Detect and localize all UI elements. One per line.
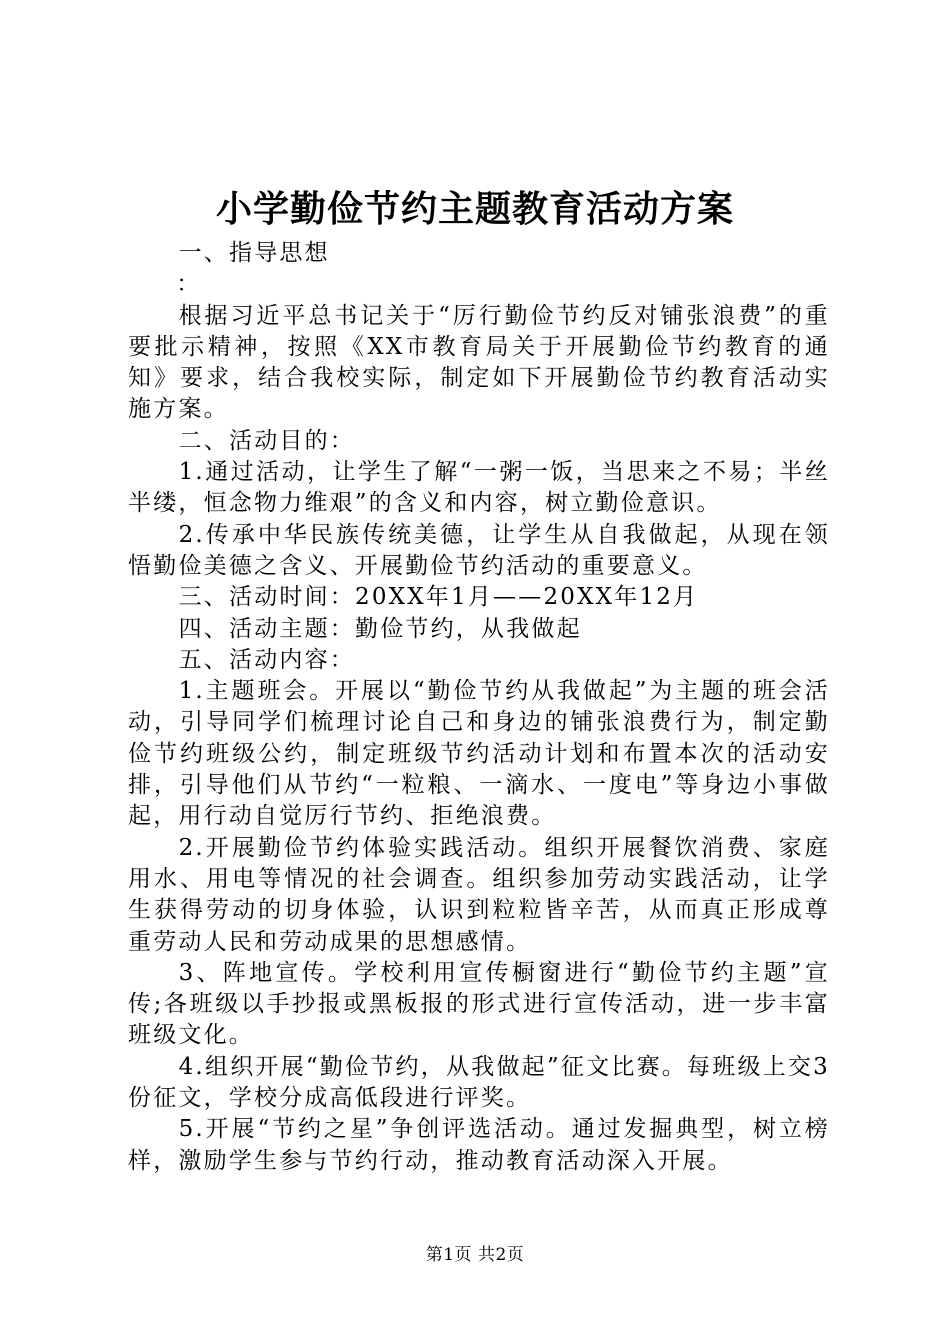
section-heading-theme: 四、活动主题：勤俭节约，从我做起	[178, 615, 582, 642]
content-item-1: 1.主题班会。开展以“勤俭节约从我做起”为主题的班会活动，引导同学们梳理讨论自己和身边的铺张浪费行为，制定勤俭节约班级公约，制定班级节约活动计划和布置本次的活动安排，引导他们从节约“一粒粮、一滴水、一度电”等身边小事做起，用行动自觉厉行节约、拒绝浪费。	[128, 678, 830, 830]
section-heading-goals: 二、活动目的：	[178, 427, 355, 454]
content-item-5: 5.开展“节约之星”争创评选活动。通过发掘典型，树立榜样，激励学生参与节约行动，推动教育活动深入开展。	[128, 1116, 830, 1174]
goal-item-2: 2.传承中华民族传统美德，让学生从自我做起，从现在领悟勤俭美德之含义、开展勤俭节约活动的重要意义。	[128, 521, 830, 579]
section-heading-content: 五、活动内容：	[178, 646, 355, 673]
section-heading-guiding-ideology: 一、指导思想	[178, 240, 330, 266]
page-footer: 第1页 共2页	[425, 1245, 525, 1265]
goal-item-1: 1.通过活动，让学生了解“一粥一饭，当思来之不易；半丝半缕，恒念物力维艰”的含义和内容，树立勤俭意识。	[128, 459, 830, 517]
document-title: 小学勤俭节约主题教育活动方案	[215, 188, 734, 230]
content-item-2: 2.开展勤俭节约体验实践活动。组织开展餐饮消费、家庭用水、用电等情况的社会调查。组织参加劳动实践活动，让学生获得劳动的切身体验，认识到粒粒皆辛苦，从而真正形成尊重劳动人民和劳动成果的思想感情。	[128, 834, 830, 955]
content-item-4: 4.组织开展“勤俭节约，从我做起”征文比赛。每班级上交3份征文，学校分成高低段进行评奖。	[128, 1053, 830, 1112]
document-body	[128, 238, 830, 1177]
paragraph-basis: 根据习近平总书记关于“厉行勤俭节约反对铺张浪费”的重要批示精神，按照《XX市教育局关于开展勤俭节约教育的通知》要求，结合我校实际，制定如下开展勤俭节约教育活动实施方案。	[128, 302, 830, 423]
section-heading-time: 三、活动时间：20XX年1月——20XX年12月	[178, 584, 699, 611]
content-item-3: 3、阵地宣传。学校利用宣传橱窗进行“勤俭节约主题”宣传;各班级以手抄报或黑板报的形式进行宣传活动，进一步丰富班级文化。	[128, 959, 830, 1049]
stray-colon-line: ：	[176, 271, 202, 298]
